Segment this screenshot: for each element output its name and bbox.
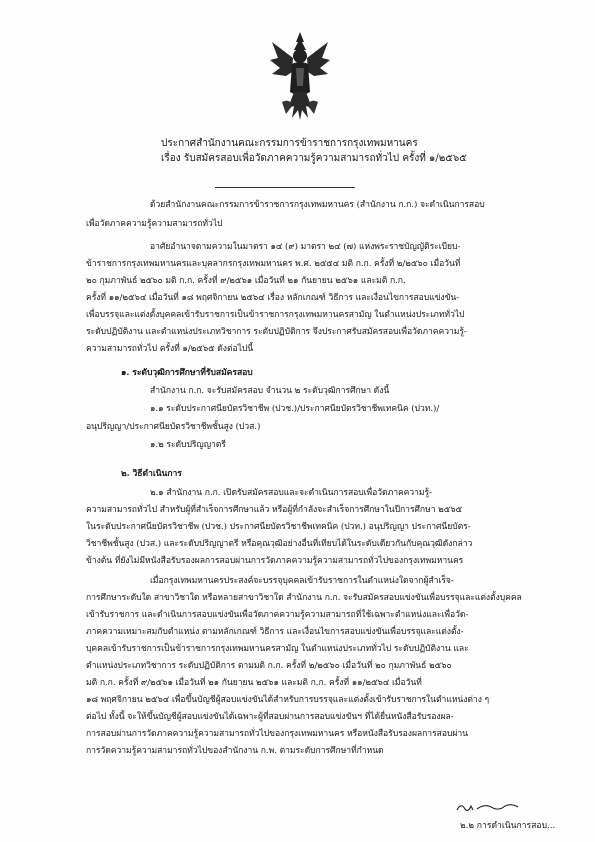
section-line: บุคคลเข้ารับราชการเป็นข้าราชการกรุงเทพมหานครสามัญ ในตำแหน่งประเภททั่วไป ระดับปฏิบัติงาน และ: [86, 644, 469, 654]
authority-line: ครั้งที่ ๑๑/๒๕๖๔ เมื่อวันที่ ๑๘ พฤศจิกายน ๒๕๖๔ เรื่อง หลักเกณฑ์ วิธีการ และเงื่อนไขการสอบแข่งขัน-: [86, 293, 460, 303]
intro-line: ด้วยสำนักงานคณะกรรมการข้าราชการกรุงเทพมหานคร (สำนักงาน ก.ก.) จะดำเนินการสอบ: [150, 200, 485, 210]
announcement-title: ประกาศสำนักงานคณะกรรมการข้าราชการกรุงเทพมหานคร: [161, 138, 418, 149]
section-line: การวัดความรู้ความสามารถทั่วไปของสำนักงาน ก.พ. ตามระดับการศึกษาที่กำหนด: [86, 746, 384, 756]
section-line: ในระดับประกาศนียบัตรวิชาชีพ (ปวช.) ประกาศนียบัตรวิชาชีพเทคนิค (ปวท.) อนุปริญญา ประกาศนียบัตร-: [86, 522, 471, 532]
continuation-note: ๒.๒ การดำเนินการสอบ...: [460, 821, 556, 831]
authority-line: ความสามารถทั่วไป ครั้งที่ ๑/๒๕๖๕ ดังต่อไปนี้: [86, 344, 254, 354]
section-line: การศึกษาระดับใด สาขาวิชาใด หรือหลายสาขาวิชาใด สำนักงาน ก.ก. จะรับสมัครสอบแข่งขันเพื่อบรรจุและแต่งตั้งบุคคล: [86, 593, 522, 603]
section-line: มติ ก.ก. ครั้งที่ ๙/๒๕๖๑ เมื่อวันที่ ๒๑ กันยายน ๒๕๖๑ และมติ ก.ก. ครั้งที่ ๑๑/๒๕๖๔ เมื่อวันที่: [86, 678, 422, 688]
section-line: การสอบผ่านการวัดภาคความรู้ความสามารถทั่วไปของกรุงเทพมหานคร หรือหนังสือรับรองผลการสอบผ่าน: [86, 729, 468, 739]
section-line: ข้างต้น ที่ยังไม่มีหนังสือรับรองผลการสอบผ่านการวัดภาคความรู้ความสามารถทั่วไปของกรุงเทพมหานคร: [86, 556, 464, 566]
section-item: อนุปริญญา/ประกาศนียบัตรวิชาชีพชั้นสูง (ปวส.): [86, 422, 261, 432]
announcement-subject: เรื่อง รับสมัครสอบเพื่อวัดภาคความรู้ความสามารถทั่วไป ครั้งที่ ๑/๒๕๖๕: [161, 153, 467, 164]
section-line: ตำแหน่งประเภทวิชาการ ระดับปฏิบัติการ ตามมติ ก.ก. ครั้งที่ ๒/๒๕๖๐ เมื่อวันที่ ๒๐ กุมภาพันธ์ ๒๕๖๐: [86, 661, 452, 671]
section-item: ๑.๑ ระดับประกาศนียบัตรวิชาชีพ (ปวช.)/ประกาศนียบัตรวิชาชีพเทคนิค (ปวท.)/: [150, 404, 440, 414]
section-line: ๑๘ พฤศจิกายน ๒๕๖๔ เพื่อขึ้นบัญชีผู้สอบแข่งขันได้สำหรับการบรรจุและแต่งตั้งเข้ารับราชการในตำแหน่งต่าง ๆ: [86, 695, 490, 705]
section-heading: ๑. ระดับวุฒิการศึกษาที่รับสมัครสอบ: [121, 368, 253, 378]
section-heading: ๒. วิธีดำเนินการ: [121, 469, 182, 479]
section-line: เข้ารับราชการ และดำเนินการสอบแข่งขันเพื่อวัดภาคความรู้ความสามารถที่ใช้เฉพาะตำแหน่งและเพื่อวัด-: [86, 610, 469, 620]
intro-line: เพื่อวัดภาคความรู้ความสามารถทั่วไป: [86, 219, 223, 229]
title-divider: [215, 187, 355, 188]
authority-line: ข้าราชการกรุงเทพมหานครและบุคลากรกรุงเทพมหานคร พ.ศ. ๒๕๕๔ มติ ก.ก. ครั้งที่ ๒/๒๕๖๐ เมื่อวันที่: [86, 259, 461, 269]
authority-line: ระดับปฏิบัติงาน และตำแหน่งประเภทวิชาการ ระดับปฏิบัติการ จึงประกาศรับสมัครสอบเพื่อวัดภาคความรู้-: [86, 327, 467, 337]
authority-line: ๒๐ กุมภาพันธ์ ๒๕๖๐ มติ ก.ก. ครั้งที่ ๙/๒๕๖๑ เมื่อวันที่ ๒๑ กันยายน ๒๕๖๑ และมติ ก.ก.: [86, 276, 406, 286]
authority-line: อาศัยอำนาจตามความในมาตรา ๑๔ (๙) มาตรา ๒๔ (๗) แห่งพระราชบัญญัติระเบียบ-: [150, 242, 461, 252]
handwritten-initial-signature: [455, 800, 521, 814]
section-text: สำนักงาน ก.ก. จะรับสมัครสอบ จำนวน ๒ ระดับวุฒิการศึกษา ดังนี้: [150, 386, 390, 396]
section-line: ความสามารถทั่วไป สำหรับผู้ที่สำเร็จการศึกษาแล้ว หรือผู้ที่กำลังจะสำเร็จการศึกษาในปีการศึกษา ๒๕๖๕: [86, 505, 463, 515]
authority-line: เพื่อบรรจุและแต่งตั้งบุคคลเข้ารับราชการเป็นข้าราชการกรุงเทพมหานครสามัญ ในตำแหน่งประเภททั่วไป: [86, 310, 465, 320]
section-line: วิชาชีพชั้นสูง (ปวส.) และระดับปริญญาตรี หรือคุณวุฒิอย่างอื่นที่เทียบได้ในระดับเดียวกันกับคุณวุฒิดังกล่าว: [86, 539, 473, 549]
section-line: เมื่อกรุงเทพมหานครประสงค์จะบรรจุบุคคลเข้ารับราชการในตำแหน่งใดจากผู้สำเร็จ-: [150, 576, 454, 586]
section-line: ภาคความเหมาะสมกับตำแหน่ง ตามหลักเกณฑ์ วิธีการ และเงื่อนไขการสอบแข่งขันเพื่อบรรจุและแต่งตั้ง-: [86, 627, 464, 637]
section-line: ๒.๑ สำนักงาน ก.ก. เปิดรับสมัครสอบและจะดำเนินการสอบเพื่อวัดภาคความรู้-: [150, 488, 432, 498]
section-line: ต่อไป ทั้งนี้ จะให้ขึ้นบัญชีผู้สอบแข่งขันได้เฉพาะผู้ที่สอบผ่านการสอบแข่งขันฯ ที่ได้ยื่นหนังสือรับรองผล-: [86, 712, 454, 722]
section-item: ๑.๒ ระดับปริญญาตรี: [150, 440, 226, 450]
garuda-emblem-icon: [268, 28, 332, 126]
